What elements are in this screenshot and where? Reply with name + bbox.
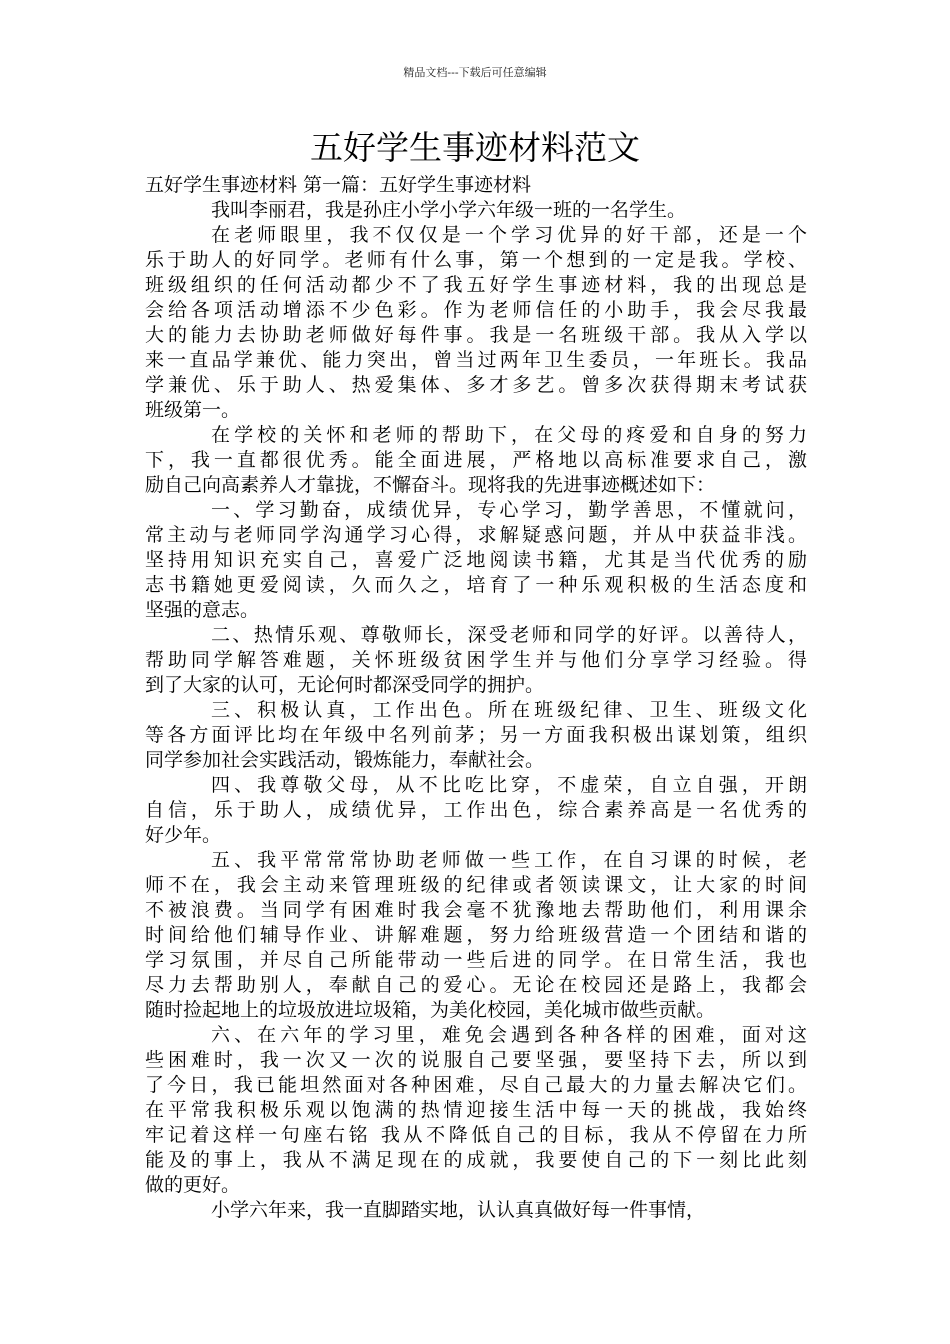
text-line: 了今日，我已能坦然面对各种困难，尽自己最大的力量去解决它们。 xyxy=(145,1074,807,1096)
text-line: 自信，乐于助人，成绩优异，工作出色，综合素养高是一名优秀的 xyxy=(145,799,807,821)
text-line: 坚强的意志。 xyxy=(145,599,260,621)
text-line: 大的能力去协助老师做好每件事。我是一名班级干部。我从入学以 xyxy=(145,324,807,346)
document-body xyxy=(145,173,807,1223)
header-note: 精品文档---下载后可任意编辑 xyxy=(403,66,547,79)
text-line: 下，我一直都很优秀。能全面进展，严格地以高标准要求自己，激 xyxy=(145,449,807,471)
text-line: 在老师眼里，我不仅仅是一个学习优异的好干部，还是一个 xyxy=(211,224,807,246)
text-line: 时间给他们辅导作业、讲解难题，努力给班级营造一个团结和谐的 xyxy=(145,924,807,946)
text-line: 帮助同学解答难题，关怀班级贫困学生并与他们分享学习经验。得 xyxy=(145,649,807,671)
text-line: 坚持用知识充实自己，喜爱广泛地阅读书籍，尤其是当代优秀的励 xyxy=(145,549,807,571)
text-line: 随时捡起地上的垃圾放进垃圾箱，为美化校园，美化城市做些贡献。 xyxy=(145,999,716,1021)
text-line: 我叫李丽君，我是孙庄小学小学六年级一班的一名学生。 xyxy=(211,199,687,221)
document-title: 五好学生事迹材料范文 xyxy=(310,128,640,167)
text-line: 一、学习勤奋，成绩优异，专心学习，勤学善思，不懂就问， xyxy=(211,499,807,521)
text-line: 班级第一。 xyxy=(145,399,241,421)
text-line: 六、在六年的学习里，难免会遇到各种各样的困难，面对这 xyxy=(211,1024,807,1046)
text-line: 到了大家的认可，无论何时都深受同学的拥护。 xyxy=(145,674,545,696)
text-line: 三、积极认真，工作出色。所在班级纪律、卫生、班级文化 xyxy=(211,699,807,721)
text-line: 师不在，我会主动来管理班级的纪律或者领读课文，让大家的时间 xyxy=(145,874,807,896)
text-line: 小学六年来，我一直脚踏实地，认认真真做好每一件事情， xyxy=(211,1199,706,1221)
text-line: 能及的事上，我从不满足现在的成就，我要使自己的下一刻比此刻 xyxy=(145,1149,807,1171)
text-line: 好少年。 xyxy=(145,824,222,846)
text-line: 牢记着这样一句座右铭 我从不降低自己的目标，我从不停留在力所 xyxy=(145,1124,807,1146)
text-line: 会给各项活动增添不少色彩。作为老师信任的小助手，我会尽我最 xyxy=(145,299,807,321)
text-line: 做的更好。 xyxy=(145,1174,241,1196)
text-line: 四、我尊敬父母，从不比吃比穿，不虚荣，自立自强，开朗 xyxy=(211,774,807,796)
text-line: 班级组织的任何活动都少不了我五好学生事迹材料，我的出现总是 xyxy=(145,274,807,296)
text-line: 志书籍她更爱阅读，久而久之，培育了一种乐观积极的生活态度和 xyxy=(145,574,807,596)
text-line: 学兼优、乐于助人、热爱集体、多才多艺。曾多次获得期末考试获 xyxy=(145,374,807,396)
text-line: 等各方面评比均在年级中名列前茅；另一方面我积极出谋划策，组织 xyxy=(145,724,807,746)
text-line: 尽力去帮助别人，奉献自己的爱心。无论在校园还是路上，我都会 xyxy=(145,974,807,996)
text-line: 二、热情乐观、尊敬师长，深受老师和同学的好评。以善待人， xyxy=(211,624,807,646)
text-line: 在平常我积极乐观以饱满的热情迎接生活中每一天的挑战，我始终 xyxy=(145,1099,807,1121)
text-line: 常主动与老师同学沟通学习心得，求解疑惑问题，并从中获益非浅。 xyxy=(145,524,807,546)
text-line: 同学参加社会实践活动，锻炼能力，奉献社会。 xyxy=(145,749,545,771)
text-line: 励自己向高素养人才靠拢，不懈奋斗。现将我的先进事迹概述如下： xyxy=(145,474,716,496)
text-line: 些困难时，我一次又一次的说服自己要坚强，要坚持下去，所以到 xyxy=(145,1049,807,1071)
text-line: 在学校的关怀和老师的帮助下，在父母的疼爱和自身的努力 xyxy=(211,424,807,446)
text-line: 乐于助人的好同学。老师有什么事，第一个想到的一定是我。学校、 xyxy=(145,249,807,271)
text-line: 不被浪费。当同学有困难时我会毫不犹豫地去帮助他们，利用课余 xyxy=(145,899,807,921)
text-line: 五好学生事迹材料 第一篇：五好学生事迹材料 xyxy=(145,174,532,196)
text-line: 五、我平常常常协助老师做一些工作，在自习课的时候，老 xyxy=(211,849,807,871)
text-line: 来一直品学兼优、能力突出，曾当过两年卫生委员，一年班长。我品 xyxy=(145,349,807,371)
text-line: 学习氛围，并尽自己所能带动一些后进的同学。在日常生活，我也 xyxy=(145,949,807,971)
